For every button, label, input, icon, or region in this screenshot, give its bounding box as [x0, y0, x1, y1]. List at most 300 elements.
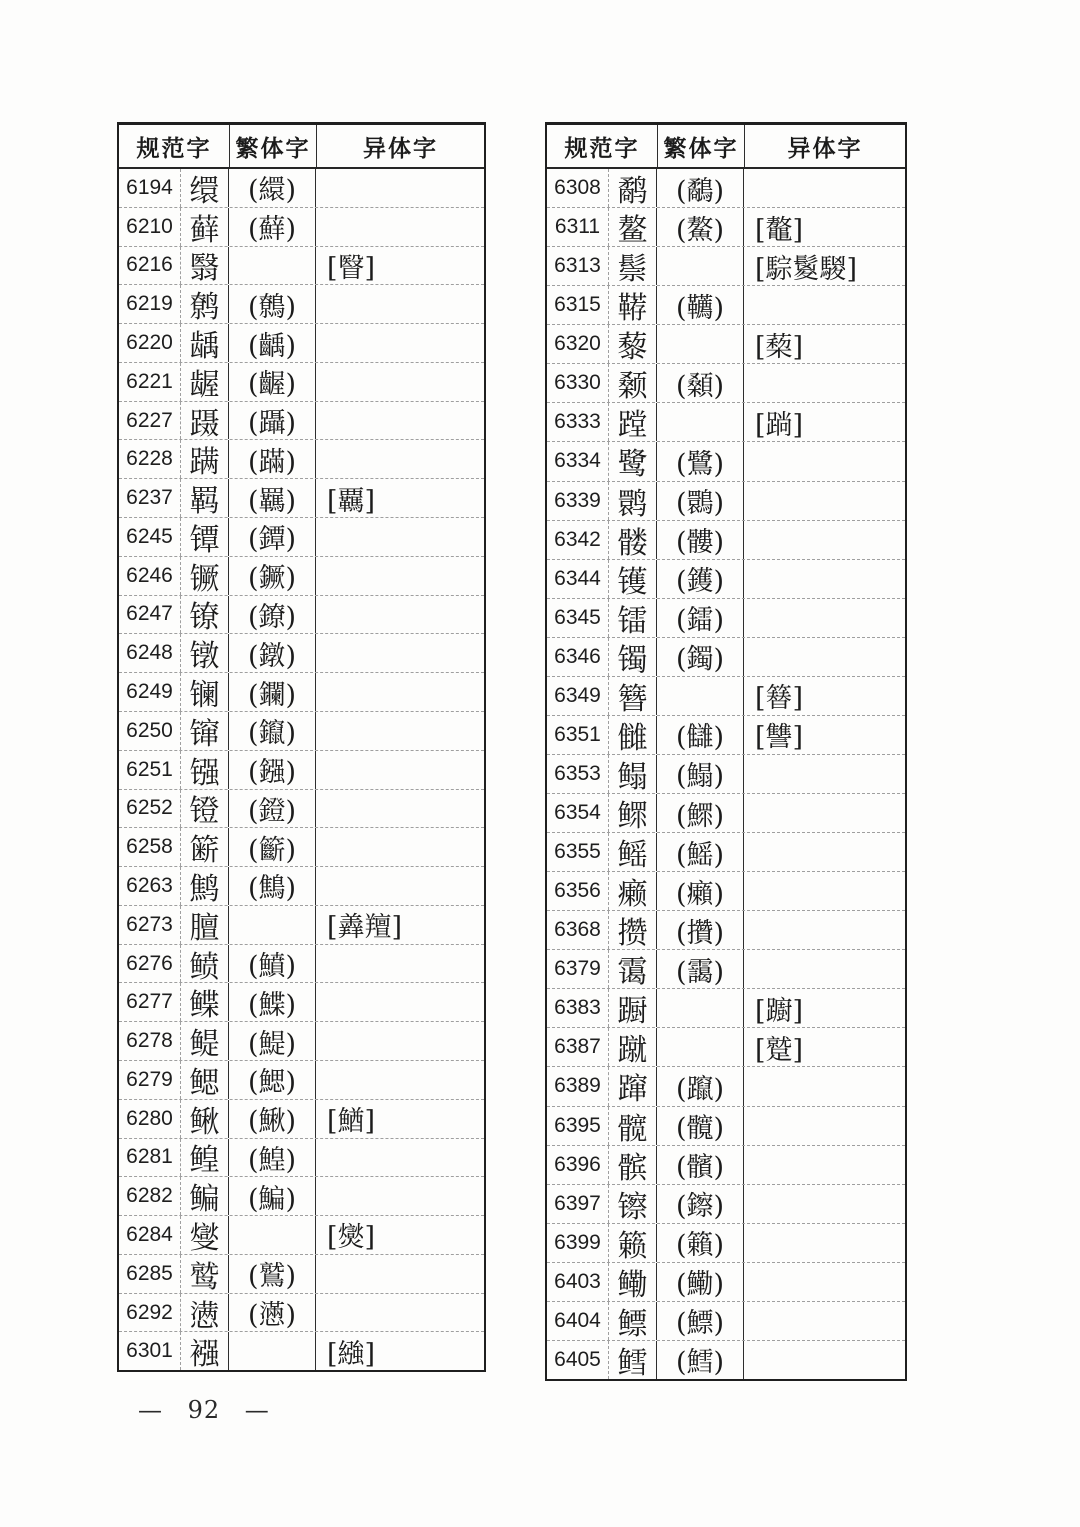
cell-variant-chars: [爕] [327, 1222, 376, 1254]
cell-variant-chars [744, 950, 905, 988]
cell-traditional-char [657, 247, 744, 285]
cell-traditional-char: (鱈) [657, 1341, 744, 1379]
table-row [119, 169, 484, 207]
cell-number: 6389 [547, 1067, 609, 1105]
table-row [547, 1066, 905, 1105]
cell-traditional-char: (鐓) [229, 634, 316, 672]
cell-traditional-char: (躥) [657, 1067, 744, 1105]
cell-variant-chars [744, 442, 905, 480]
cell-number: 6249 [119, 673, 181, 711]
table-row [119, 1254, 484, 1293]
table-row [119, 207, 484, 246]
cell-standard-char: 膻 [181, 906, 229, 944]
cell-variant-chars [316, 945, 484, 983]
table-row [547, 520, 905, 559]
cell-variant-chars: [躕] [755, 995, 804, 1027]
cell-variant-chars: [瞖] [327, 252, 376, 284]
table-row [119, 595, 484, 634]
cell-variant-chars [316, 440, 484, 478]
cell-number: 6258 [119, 828, 181, 866]
cell-traditional-char: (鐳) [657, 599, 744, 637]
cell-standard-char: 簪 [609, 677, 657, 715]
cell-variant-chars [744, 1067, 905, 1105]
cell-variant-chars [744, 638, 905, 676]
table-row [119, 750, 484, 789]
table-row [119, 1293, 484, 1332]
page-number: — 92 — [138, 1396, 270, 1424]
cell-number: 6356 [547, 872, 609, 910]
cell-standard-char: 鹩 [181, 285, 229, 323]
cell-number: 6368 [547, 911, 609, 949]
cell-number: 6284 [119, 1216, 181, 1254]
table-row [119, 246, 484, 285]
cell-variant-chars [744, 794, 905, 832]
cell-variant-chars [316, 634, 484, 672]
cell-number: 6395 [547, 1107, 609, 1145]
cell-variant-chars [744, 482, 905, 520]
table-row [119, 1176, 484, 1215]
table-row [119, 517, 484, 556]
header-variant-char: 异体字 [316, 125, 484, 167]
table-row [547, 832, 905, 871]
cell-standard-char: 镫 [181, 790, 229, 828]
cell-standard-char: 蹴 [609, 1028, 657, 1066]
cell-standard-char: 鳊 [181, 1177, 229, 1215]
cell-number: 6281 [119, 1139, 181, 1177]
cell-number: 6355 [547, 833, 609, 871]
cell-variant-chars [316, 867, 484, 905]
cell-standard-char: 镦 [181, 634, 229, 672]
cell-standard-char: 髌 [609, 1146, 657, 1184]
cell-standard-char: 鲽 [181, 983, 229, 1021]
cell-standard-char: 镲 [609, 1185, 657, 1223]
cell-variant-chars [316, 208, 484, 246]
cell-traditional-char: (鰳) [657, 1263, 744, 1301]
cell-variant-chars [316, 1139, 484, 1177]
cell-number: 6320 [547, 325, 609, 363]
cell-number: 6279 [119, 1061, 181, 1099]
cell-standard-char: 镩 [181, 712, 229, 750]
table-row [547, 559, 905, 598]
table-row [119, 362, 484, 401]
cell-number: 6334 [547, 442, 609, 480]
cell-number: 6210 [119, 208, 181, 246]
cell-traditional-char: (齲) [229, 324, 316, 362]
cell-number: 6351 [547, 716, 609, 754]
table-row [119, 982, 484, 1021]
cell-variant-chars [316, 518, 484, 556]
cell-traditional-char: (鐔) [229, 518, 316, 556]
cell-number: 6247 [119, 596, 181, 634]
cell-standard-char: 襁 [181, 1332, 229, 1370]
cell-standard-char: 鳔 [609, 1302, 657, 1340]
cell-variant-chars [744, 911, 905, 949]
cell-number: 6221 [119, 363, 181, 401]
cell-standard-char: 镯 [609, 638, 657, 676]
cell-traditional-char: (攢) [657, 911, 744, 949]
cell-number: 6237 [119, 479, 181, 517]
cell-number: 6396 [547, 1146, 609, 1184]
cell-traditional-char: (鰉) [229, 1139, 316, 1177]
cell-traditional-char [657, 989, 744, 1027]
cell-traditional-char: (鷸) [657, 169, 744, 207]
cell-standard-char: 髅 [609, 521, 657, 559]
cell-number: 6342 [547, 521, 609, 559]
table-body [547, 169, 905, 1379]
cell-standard-char: 燮 [181, 1216, 229, 1254]
table-row [547, 169, 905, 207]
cell-traditional-char: (懣) [229, 1294, 316, 1332]
cell-number: 6313 [547, 247, 609, 285]
table-row [119, 789, 484, 828]
cell-number: 6250 [119, 712, 181, 750]
cell-standard-char: 鹪 [181, 867, 229, 905]
cell-number: 6399 [547, 1224, 609, 1262]
cell-variant-chars: [簮] [755, 683, 804, 715]
cell-variant-chars [316, 1177, 484, 1215]
cell-number: 6311 [547, 208, 609, 246]
cell-standard-char: 镢 [181, 557, 229, 595]
cell-variant-chars [316, 285, 484, 323]
cell-standard-char: 缳 [181, 169, 229, 207]
cell-standard-char: 镧 [181, 673, 229, 711]
cell-standard-char: 翳 [181, 247, 229, 285]
cell-traditional-char [657, 1028, 744, 1066]
table-row [547, 910, 905, 949]
cell-standard-char: 鹫 [181, 1255, 229, 1293]
cell-standard-char: 攒 [609, 911, 657, 949]
cell-variant-chars [316, 790, 484, 828]
cell-variant-chars [316, 828, 484, 866]
cell-traditional-char: (鑔) [657, 1185, 744, 1223]
cell-number: 6346 [547, 638, 609, 676]
table-row [119, 556, 484, 595]
cell-number: 6383 [547, 989, 609, 1027]
cell-traditional-char: (鰨) [657, 755, 744, 793]
cell-variant-chars: [䠀] [755, 409, 804, 441]
table-row [547, 754, 905, 793]
table-row [547, 441, 905, 480]
cell-traditional-char: (鑹) [229, 712, 316, 750]
cell-number: 6353 [547, 755, 609, 793]
cell-standard-char: 镣 [181, 596, 229, 634]
cell-number: 6345 [547, 599, 609, 637]
cell-traditional-char [657, 325, 744, 363]
cell-standard-char: 镬 [609, 560, 657, 598]
cell-traditional-char: (髕) [657, 1146, 744, 1184]
cell-traditional-char: (鐙) [229, 790, 316, 828]
cell-variant-chars: [覊] [327, 485, 376, 517]
cell-standard-char: 蹿 [609, 1067, 657, 1105]
cell-number: 6339 [547, 482, 609, 520]
cell-standard-char: 蹰 [609, 989, 657, 1027]
cell-variant-chars [316, 557, 484, 595]
cell-number: 6251 [119, 751, 181, 789]
table-row [547, 481, 905, 520]
table-row [119, 905, 484, 944]
cell-traditional-char: (䴉) [657, 482, 744, 520]
table-row [547, 1145, 905, 1184]
cell-number: 6220 [119, 324, 181, 362]
table-row [119, 284, 484, 323]
table-row [547, 598, 905, 637]
cell-standard-char: 籁 [609, 1224, 657, 1262]
cell-standard-char: 颡 [609, 364, 657, 402]
cell-variant-chars [744, 364, 905, 402]
cell-number: 6280 [119, 1100, 181, 1138]
cell-variant-chars: [讐] [755, 722, 804, 754]
cell-standard-char: 鳀 [181, 1022, 229, 1060]
cell-variant-chars: [鰌] [327, 1106, 376, 1138]
character-table-left [117, 122, 486, 1372]
cell-traditional-char: (鑭) [229, 673, 316, 711]
cell-variant-chars: [蹵] [755, 1034, 804, 1066]
cell-number: 6333 [547, 403, 609, 441]
cell-traditional-char: (鰩) [657, 833, 744, 871]
cell-standard-char: 羁 [181, 479, 229, 517]
table-row [547, 988, 905, 1027]
table-row [547, 285, 905, 324]
cell-number: 6330 [547, 364, 609, 402]
cell-standard-char: 癞 [609, 872, 657, 910]
cell-standard-char: 鳇 [181, 1139, 229, 1177]
cell-number: 6354 [547, 794, 609, 832]
cell-traditional-char: (鑊) [657, 560, 744, 598]
cell-variant-chars [316, 1294, 484, 1332]
table-row [547, 324, 905, 363]
cell-traditional-char: (鰍) [229, 1100, 316, 1138]
header-traditional-char: 繁体字 [229, 125, 316, 167]
cell-variant-chars [744, 599, 905, 637]
cell-variant-chars [744, 833, 905, 871]
table-row [547, 402, 905, 441]
cell-variant-chars [316, 751, 484, 789]
cell-traditional-char: (靄) [657, 950, 744, 988]
header-standard-char: 规范字 [136, 134, 212, 162]
cell-variant-chars [744, 1341, 905, 1379]
cell-standard-char: 藜 [609, 325, 657, 363]
cell-number: 6285 [119, 1255, 181, 1293]
cell-traditional-char: (鯷) [229, 1022, 316, 1060]
cell-traditional-char: (籟) [657, 1224, 744, 1262]
cell-traditional-char [229, 1332, 316, 1370]
cell-number: 6219 [119, 285, 181, 323]
table-row [547, 793, 905, 832]
cell-number: 6282 [119, 1177, 181, 1215]
cell-variant-chars: [繈] [327, 1338, 376, 1370]
cell-standard-char: 鹭 [609, 442, 657, 480]
cell-traditional-char: (鯿) [229, 1177, 316, 1215]
cell-variant-chars [744, 872, 905, 910]
cell-variant-chars [744, 286, 905, 324]
cell-traditional-char [657, 677, 744, 715]
cell-variant-chars [744, 1107, 905, 1145]
cell-variant-chars [316, 712, 484, 750]
cell-number: 6403 [547, 1263, 609, 1301]
table-row [547, 246, 905, 285]
table-row [119, 1021, 484, 1060]
cell-variant-chars [316, 596, 484, 634]
cell-number: 6228 [119, 440, 181, 478]
table-row [547, 715, 905, 754]
cell-variant-chars [316, 402, 484, 440]
cell-variant-chars [316, 673, 484, 711]
cell-variant-chars [316, 1022, 484, 1060]
table-row [547, 1262, 905, 1301]
cell-standard-char: 鳎 [609, 755, 657, 793]
table-row [119, 1060, 484, 1099]
cell-standard-char: 鬃 [609, 247, 657, 285]
cell-number: 6194 [119, 169, 181, 207]
cell-traditional-char: (鷯) [229, 285, 316, 323]
cell-traditional-char: (鰾) [657, 1302, 744, 1340]
cell-standard-char: 蹒 [181, 440, 229, 478]
cell-standard-char: 龋 [181, 324, 229, 362]
cell-number: 6273 [119, 906, 181, 944]
cell-traditional-char: (繯) [229, 169, 316, 207]
cell-traditional-char: (鷺) [657, 442, 744, 480]
cell-traditional-char: (鰓) [229, 1061, 316, 1099]
table-row [547, 1184, 905, 1223]
cell-variant-chars [744, 1224, 905, 1262]
table-row [547, 637, 905, 676]
cell-traditional-char [229, 247, 316, 285]
cell-standard-char: 鹬 [609, 169, 657, 207]
cell-standard-char: 雠 [609, 716, 657, 754]
cell-number: 6315 [547, 286, 609, 324]
cell-standard-char: 懑 [181, 1294, 229, 1332]
cell-traditional-char: (髏) [657, 521, 744, 559]
cell-number: 6344 [547, 560, 609, 598]
cell-standard-char: 鳌 [609, 208, 657, 246]
cell-standard-char: 髋 [609, 1107, 657, 1145]
cell-traditional-char: (讎) [657, 716, 744, 754]
cell-traditional-char: (鰈) [229, 983, 316, 1021]
cell-traditional-char: (蘚) [229, 208, 316, 246]
cell-number: 6248 [119, 634, 181, 672]
cell-standard-char: 镪 [181, 751, 229, 789]
cell-variant-chars: [羴羶] [327, 912, 403, 944]
cell-traditional-char: (鰲) [657, 208, 744, 246]
cell-standard-char: 鳃 [181, 1061, 229, 1099]
cell-standard-char: 鲼 [181, 945, 229, 983]
table-row [547, 676, 905, 715]
table-row [119, 1099, 484, 1138]
cell-traditional-char: (鱝) [229, 945, 316, 983]
table-row [547, 363, 905, 402]
cell-standard-char: 簖 [181, 828, 229, 866]
table-header [119, 125, 484, 169]
cell-variant-chars [744, 1302, 905, 1340]
cell-standard-char: 藓 [181, 208, 229, 246]
cell-traditional-char: (蹣) [229, 440, 316, 478]
cell-number: 6277 [119, 983, 181, 1021]
cell-variant-chars [316, 363, 484, 401]
table-row [119, 672, 484, 711]
cell-traditional-char: (癩) [657, 872, 744, 910]
cell-traditional-char [657, 403, 744, 441]
cell-traditional-char: (籪) [229, 828, 316, 866]
cell-number: 6301 [119, 1332, 181, 1370]
table-row [119, 711, 484, 750]
cell-standard-char: 镡 [181, 518, 229, 556]
cell-number: 6252 [119, 790, 181, 828]
cell-number: 6276 [119, 945, 181, 983]
cell-traditional-char: (鐐) [229, 596, 316, 634]
cell-number: 6387 [547, 1028, 609, 1066]
cell-number: 6263 [119, 867, 181, 905]
cell-number: 6405 [547, 1341, 609, 1379]
cell-variant-chars [744, 755, 905, 793]
header-variant-char: 异体字 [744, 125, 905, 167]
cell-variant-chars [316, 1061, 484, 1099]
cell-traditional-char: (躡) [229, 402, 316, 440]
cell-traditional-char: (顙) [657, 364, 744, 402]
cell-number: 6308 [547, 169, 609, 207]
table-body [119, 169, 484, 1370]
cell-variant-chars: [騌鬉騣] [755, 253, 858, 285]
cell-traditional-char: (齷) [229, 363, 316, 401]
table-row [119, 439, 484, 478]
table-row [119, 1215, 484, 1254]
cell-number: 6397 [547, 1185, 609, 1223]
cell-number: 6245 [119, 518, 181, 556]
table-row [119, 633, 484, 672]
cell-traditional-char [229, 906, 316, 944]
cell-traditional-char: (鏹) [229, 751, 316, 789]
table-row [119, 944, 484, 983]
table-row [119, 866, 484, 905]
table-row [119, 401, 484, 440]
cell-standard-char: 鳓 [609, 1263, 657, 1301]
cell-standard-char: 鹮 [609, 482, 657, 520]
cell-traditional-char: (羈) [229, 479, 316, 517]
cell-standard-char: 鳐 [609, 833, 657, 871]
table-row [547, 1301, 905, 1340]
cell-variant-chars [744, 521, 905, 559]
table-row [119, 1138, 484, 1177]
cell-standard-char: 蹚 [609, 403, 657, 441]
cell-standard-char: 霭 [609, 950, 657, 988]
cell-standard-char: 鞯 [609, 286, 657, 324]
table-row [547, 1340, 905, 1379]
cell-variant-chars [316, 1255, 484, 1293]
table-row [119, 1331, 484, 1370]
cell-number: 6278 [119, 1022, 181, 1060]
cell-variant-chars [744, 1146, 905, 1184]
cell-variant-chars: [蔾] [755, 331, 804, 363]
cell-number: 6246 [119, 557, 181, 595]
cell-traditional-char [229, 1216, 316, 1254]
header-traditional-char: 繁体字 [657, 125, 744, 167]
table-row [547, 207, 905, 246]
table-row [547, 871, 905, 910]
cell-traditional-char: (鐲) [657, 638, 744, 676]
cell-traditional-char: (韉) [657, 286, 744, 324]
cell-standard-char: 鳕 [609, 1341, 657, 1379]
cell-standard-char: 鳅 [181, 1100, 229, 1138]
cell-number: 6404 [547, 1302, 609, 1340]
cell-number: 6227 [119, 402, 181, 440]
cell-variant-chars [316, 169, 484, 207]
cell-variant-chars [316, 983, 484, 1021]
cell-variant-chars [744, 560, 905, 598]
cell-number: 6379 [547, 950, 609, 988]
cell-traditional-char: (鷲) [229, 1255, 316, 1293]
cell-variant-chars [744, 169, 905, 207]
cell-variant-chars [744, 1185, 905, 1223]
table-row [119, 323, 484, 362]
